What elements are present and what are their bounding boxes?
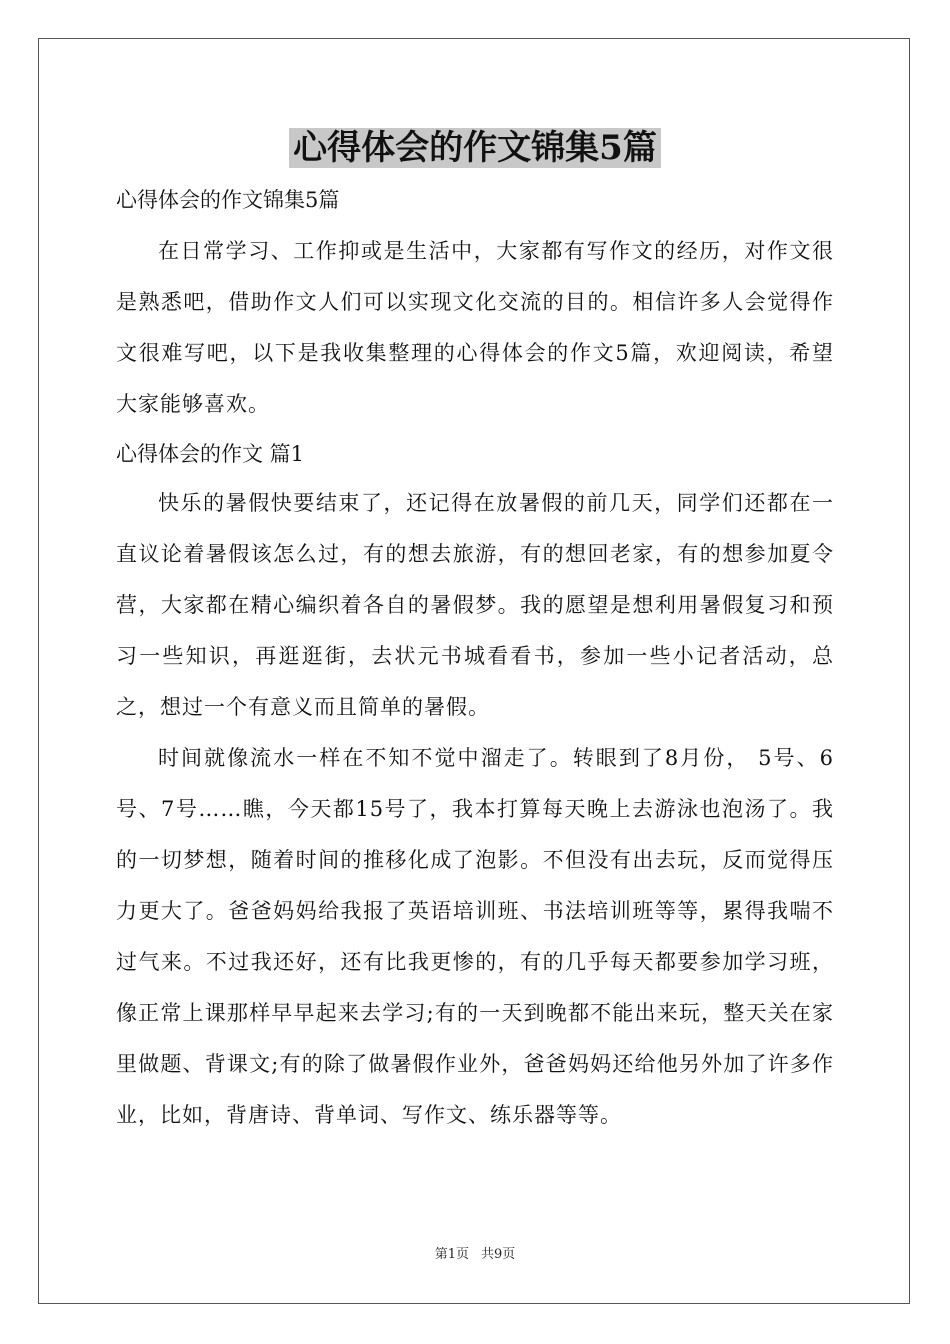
section-heading: 心得体会的作文 篇1 [116,442,305,466]
document-title [0,124,950,172]
page-footer [0,1246,950,1264]
body-paragraph: 时间就像流水一样在不知不觉中溜走了。转眼到了8月份， 5号、6号、7号……瞧，今天都15号了，我本打算每天晚上去游泳也泡汤了。我的一切梦想，随着时间的推移化成了泡影。不但没有出去玩，反而觉得压力更大了。爸爸妈妈给我报了英语培训班、书法培训班等等，累得我喘不过气来。不过我还好，还有比我更惨的，有的几乎每天都要参加学习班，像正常上课那样早早起来去学习;有的一天到晚都不能出来玩，整天关在家里做题、背课文;有的除了做暑假作业外，爸爸妈妈还给他另外加了许多作业，比如，背唐诗、背单词、写作文、练乐器等等。 [116,746,834,1127]
intro-paragraph: 在日常学习、工作抑或是生活中，大家都有写作文的经历，对作文很是熟悉吧，借助作文人们可以实现文化交流的目的。相信许多人会觉得作文很难写吧，以下是我收集整理的心得体会的作文5篇，欢迎阅读，希望大家能够喜欢。 [116,239,834,416]
document-title-text: 心得体会的作文锦集5篇 [289,128,661,168]
page-total: 共9页 [481,1247,516,1262]
body-paragraph: 快乐的暑假快要结束了，还记得在放暑假的前几天，同学们还都在一直议论着暑假该怎么过，有的想去旅游，有的想回老家，有的想参加夏令营，大家都在精心编织着各自的暑假梦。我的愿望是想利用暑假复习和预习一些知识，再逛逛街，去状元书城看看书，参加一些小记者活动，总之，想过一个有意义而且简单的暑假。 [116,491,834,719]
document-subtitle: 心得体会的作文锦集5篇 [116,188,340,212]
document-body [116,178,834,1141]
page-number: 第1页 [434,1247,469,1262]
